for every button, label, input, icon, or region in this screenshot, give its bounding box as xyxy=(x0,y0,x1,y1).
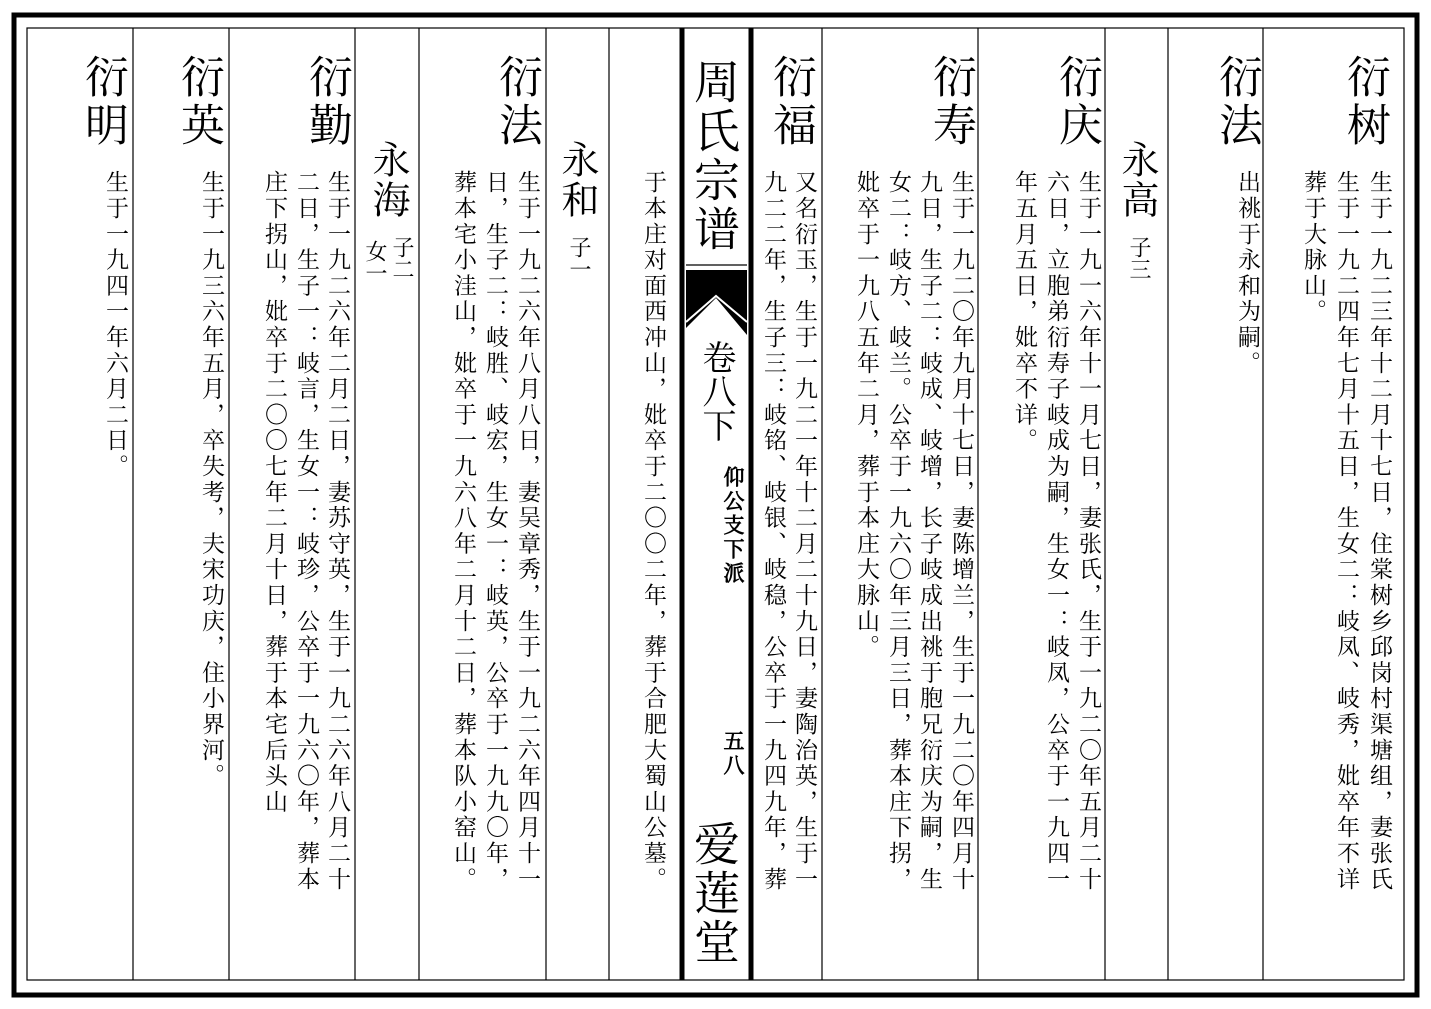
entry-text-line: 生于一九二六年二月二日，妻苏守英，生于一九二六年八月二十 xyxy=(324,170,350,893)
entry-text-line: 妣卒于一九八五年二月，葬于本庄大脉山。 xyxy=(853,170,879,661)
generation-name: 永海 xyxy=(366,140,410,220)
entry-name: 衍法 xyxy=(491,54,542,150)
entry-text-line: 葬于大脉山。 xyxy=(1300,170,1326,325)
entry-name: 衍勤 xyxy=(301,54,352,150)
entry-text-line: 年五月五日，妣卒不详。 xyxy=(1011,170,1037,454)
entry-text-line: 九二二年，生子三：岐铭、岐银、岐稳，公卒于一九四九年，葬 xyxy=(760,170,786,893)
entry-text-line: 葬本宅小洼山，妣卒于一九六八年二月十二日，葬本队小窑山。 xyxy=(450,170,476,893)
entry-name: 衍树 xyxy=(1339,54,1390,150)
entry-name: 衍法 xyxy=(1211,54,1262,150)
entry-text-line: 出祧于永和为嗣。 xyxy=(1234,170,1260,377)
fishtail-mark xyxy=(686,270,747,335)
page-number: 五八 xyxy=(721,730,745,778)
children-count: 子一 xyxy=(566,236,591,280)
entry-name: 衍庆 xyxy=(1051,54,1102,150)
entry-text-line: 生于一九二四年七月十五日，生女二：岐凤、岐秀，妣卒年不详 xyxy=(1333,170,1359,893)
entry-text-line: 生于一九一六年十一月七日，妻张氏，生于一九二〇年五月二十 xyxy=(1075,170,1101,893)
daughters-count: 女一 xyxy=(362,240,387,284)
branch-label: 仰公支下派 xyxy=(721,466,745,586)
hall-name: 爱莲堂 xyxy=(687,820,741,967)
children-count: 子二 xyxy=(389,236,414,280)
entry-name: 衍英 xyxy=(173,54,224,150)
entry-text-line: 九日，生子二：岐成、岐增，长子岐成出祧于胞兄衍庆为嗣，生 xyxy=(916,170,942,893)
entry-text-line: 六日，立胞弟衍寿子岐成为嗣，生女一：岐凤，公卒于一九四一 xyxy=(1043,170,1069,893)
entry-text-line: 生于一九二三年十二月十七日，住棠树乡邱岗村渠塘组，妻张氏 xyxy=(1366,170,1392,893)
entry-text-line: 生于一九四一年六月二日。 xyxy=(102,170,128,480)
generation-name: 永和 xyxy=(555,140,599,220)
generation-name: 永高 xyxy=(1115,140,1159,220)
children-count: 子三 xyxy=(1126,236,1151,280)
entry-text-line: 生于一九二六年八月八日，妻吴章秀，生于一九二六年四月十一 xyxy=(514,170,540,893)
entry-text-line: 生于一九三六年五月，卒失考，夫宋功庆，住小界河。 xyxy=(198,170,224,790)
entry-text-line: 女二：岐方、岐兰。公卒于一九六〇年三月三日，葬本庄下拐， xyxy=(885,170,911,893)
entry-text-line: 生于一九二〇年九月十七日，妻陈增兰，生于一九二〇年四月十 xyxy=(948,170,974,893)
entry-text-line: 于本庄对面西冲山，妣卒于二〇〇二年，葬于合肥大蜀山公墓。 xyxy=(640,170,666,893)
volume-label: 卷八下 xyxy=(696,340,736,442)
genealogy-title: 周氏宗谱 xyxy=(687,58,741,254)
entry-name: 衍明 xyxy=(77,54,128,150)
entry-name: 衍寿 xyxy=(925,54,976,150)
entry-name: 衍福 xyxy=(765,54,816,150)
entry-text-line: 又名衍玉，生于一九二一年十二月二十九日，妻陶治英，生于一 xyxy=(791,170,817,893)
entry-text-line: 日，生子二：岐胜、岐宏，生女一：岐英，公卒于一九九〇年， xyxy=(482,170,508,893)
entry-text-line: 庄下拐山，妣卒于二〇〇七年二月十日，葬于本宅后头山 xyxy=(261,170,287,815)
entry-text-line: 二日，生子一：岐言，生女一：岐珍，公卒于一九六〇年，葬本 xyxy=(293,170,319,893)
